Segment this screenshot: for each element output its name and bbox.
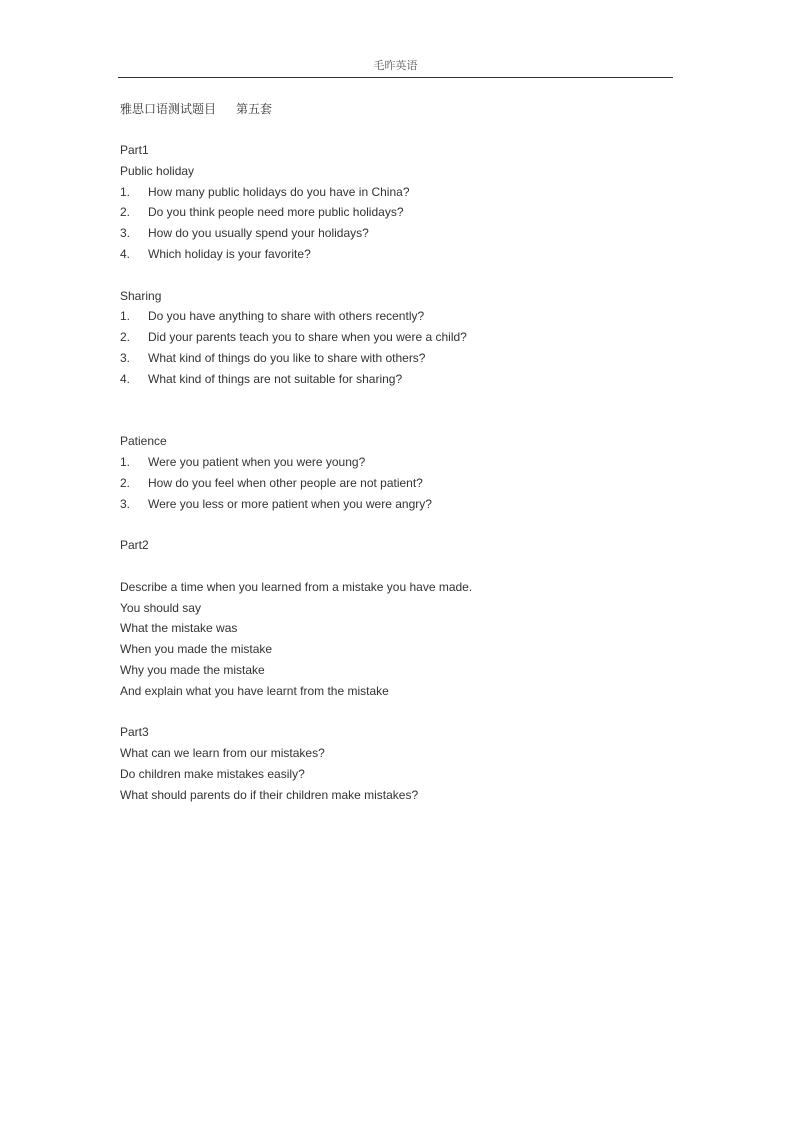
part1-label: Part1 xyxy=(120,143,149,157)
item-number: 2. xyxy=(120,330,131,345)
section-heading-patience: Patience xyxy=(120,434,167,449)
list-item xyxy=(120,473,680,494)
item-number: 3. xyxy=(120,496,131,511)
item-text: How many public holidays do you have in China? xyxy=(148,184,410,199)
list-item xyxy=(120,327,680,348)
list-item xyxy=(120,306,680,327)
part2-line: When you made the mistake xyxy=(120,642,273,657)
title-set: 第五套 xyxy=(236,102,273,116)
title-main: 雅思口语测试题目 xyxy=(120,102,217,116)
part3-line: What can we learn from our mistakes? xyxy=(120,746,325,761)
item-text: How do you usually spend your holidays? xyxy=(148,226,369,241)
section-heading-public-holiday: Public holiday xyxy=(120,163,195,178)
part2-line: You should say xyxy=(120,600,201,615)
part3-line: What should parents do if their children make mistakes? xyxy=(120,787,419,802)
list-item xyxy=(120,244,680,265)
item-text: Which holiday is your favorite? xyxy=(148,246,311,261)
item-number: 3. xyxy=(120,350,131,365)
item-text: What kind of things do you like to share with others? xyxy=(148,350,426,365)
item-text: Were you less or more patient when you were angry? xyxy=(148,496,432,511)
part3-label: Part3 xyxy=(120,725,149,740)
list-item xyxy=(120,369,680,390)
list-item xyxy=(120,182,680,203)
part2-label: Part2 xyxy=(120,538,149,553)
part2-line: Describe a time when you learned from a mistake you have made. xyxy=(120,579,473,594)
list-item xyxy=(120,202,680,223)
item-number: 1. xyxy=(120,454,131,469)
page-header: 毛昨英语 xyxy=(118,55,673,78)
section-heading-sharing: Sharing xyxy=(120,288,162,303)
item-number: 1. xyxy=(120,184,131,199)
list-item xyxy=(120,223,680,244)
item-text: Do you have anything to share with others recently? xyxy=(148,309,425,324)
document-title xyxy=(120,96,680,122)
item-number: 1. xyxy=(120,309,131,324)
part2-line: And explain what you have learnt from the mistake xyxy=(120,683,389,698)
item-number: 4. xyxy=(120,246,131,261)
item-text: What kind of things are not suitable for sharing? xyxy=(148,371,403,386)
document-body xyxy=(120,96,680,806)
list-item xyxy=(120,452,680,473)
item-text: How do you feel when other people are not patient? xyxy=(148,475,423,490)
item-text: Were you patient when you were young? xyxy=(148,454,366,469)
part2-line: What the mistake was xyxy=(120,621,238,636)
part3-line: Do children make mistakes easily? xyxy=(120,766,305,781)
part2-line: Why you made the mistake xyxy=(120,662,265,677)
list-item xyxy=(120,494,680,515)
item-text: Do you think people need more public holidays? xyxy=(148,205,404,220)
list-item xyxy=(120,348,680,369)
item-number: 2. xyxy=(120,475,131,490)
item-text: Did your parents teach you to share when you were a child? xyxy=(148,330,467,345)
item-number: 4. xyxy=(120,371,131,386)
item-number: 2. xyxy=(120,205,131,220)
item-number: 3. xyxy=(120,226,131,241)
